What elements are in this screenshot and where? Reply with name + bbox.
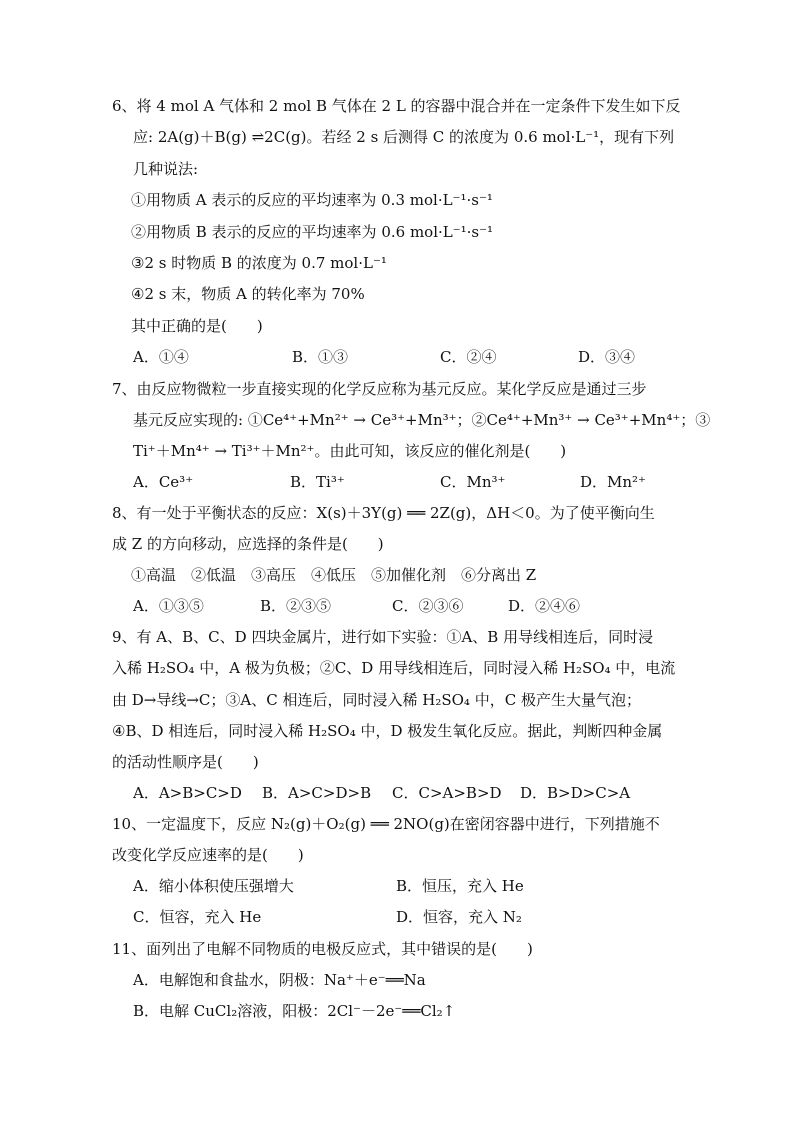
q9-line-5: 的活动性顺序是( ) — [112, 753, 259, 771]
q6-option-d[interactable]: D．③④ — [578, 348, 636, 366]
q10-option-d[interactable]: D．恒容，充入 N₂ — [396, 908, 522, 926]
q8-option-c[interactable]: C．②③⑥ — [392, 597, 464, 615]
q10-option-c[interactable]: C．恒容，充入 He — [133, 908, 262, 926]
q6-question: 其中正确的是( ) — [131, 317, 263, 335]
q6-line-3: 几种说法: — [133, 160, 199, 178]
q9-option-b[interactable]: B．A>C>D>B — [262, 784, 372, 802]
q10-line-1: 10、一定温度下，反应 N₂(g)＋O₂(g) ══ 2NO(g)在密闭容器中进行，下列措施不 — [112, 815, 660, 833]
q9-line-4: ④B、D 相连后，同时浸入稀 H₂SO₄ 中，D 极发生氧化反应。据此，判断四种金属 — [112, 722, 663, 740]
q10-line-2: 改变化学反应速率的是( ) — [112, 846, 304, 864]
q7-option-b[interactable]: B．Ti³⁺ — [290, 473, 345, 491]
q11-option-a[interactable]: A．电解饱和食盐水，阴极：Na⁺＋e⁻══Na — [133, 971, 426, 989]
q8-option-b[interactable]: B．②③⑤ — [260, 597, 332, 615]
q6-line-2: 应: 2A(g)＋B(g) ⇌2C(g)。若经 2 s 后测得 C 的浓度为 0.6 mol·L⁻¹，现有下列 — [133, 128, 675, 146]
q9-option-a[interactable]: A．A>B>C>D — [133, 784, 242, 802]
q6-option-c[interactable]: C．②④ — [440, 348, 497, 366]
q6-option-b[interactable]: B．①③ — [292, 348, 349, 366]
q8-line-2: 成 Z 的方向移动，应选择的条件是( ) — [112, 535, 384, 553]
q7-line-1: 7、由反应物微粒一步直接实现的化学反应称为基元反应。某化学反应是通过三步 — [112, 380, 647, 398]
q9-line-3: 由 D→导线→C；③A、C 相连后，同时浸入稀 H₂SO₄ 中，C 极产生大量气泡； — [112, 691, 641, 709]
q8-conditions: ①高温 ②低温 ③高压 ④低压 ⑤加催化剂 ⑥分离出 Z — [131, 566, 537, 584]
q11-line-1: 11、面列出了电解不同物质的电极反应式，其中错误的是( ) — [112, 940, 533, 958]
q10-option-b[interactable]: B．恒压，充入 He — [396, 877, 524, 895]
q6-statement-3: ③2 s 时物质 B 的浓度为 0.7 mol·L⁻¹ — [131, 254, 387, 272]
q8-option-d[interactable]: D．②④⑥ — [508, 597, 581, 615]
q6-statement-1: ①用物质 A 表示的反应的平均速率为 0.3 mol·L⁻¹·s⁻¹ — [131, 191, 493, 209]
q6-option-a[interactable]: A．①④ — [133, 348, 189, 366]
q7-option-c[interactable]: C．Mn³⁺ — [440, 473, 506, 491]
q7-line-2: 基元反应实现的: ①Ce⁴⁺+Mn²⁺ → Ce³⁺+Mn³⁺；②Ce⁴⁺+Mn³⁺ → Ce³⁺+Mn⁴⁺；③ — [133, 411, 711, 429]
q7-line-3: Ti⁺＋Mn⁴⁺ → Ti³⁺＋Mn²⁺。由此可知，该反应的催化剂是( ) — [133, 442, 567, 460]
q9-option-d[interactable]: D．B>D>C>A — [520, 784, 631, 802]
q9-option-c[interactable]: C．C>A>B>D — [392, 784, 502, 802]
q7-option-d[interactable]: D．Mn²⁺ — [580, 473, 646, 491]
q9-line-1: 9、有 A、B、C、D 四块金属片，进行如下实验：①A、B 用导线相连后，同时浸 — [112, 628, 654, 646]
q10-option-a[interactable]: A．缩小体积使压强增大 — [133, 877, 294, 895]
q6-statement-2: ②用物质 B 表示的反应的平均速率为 0.6 mol·L⁻¹·s⁻¹ — [131, 223, 494, 241]
q11-option-b[interactable]: B．电解 CuCl₂溶液，阳极：2Cl⁻－2e⁻══Cl₂↑ — [133, 1002, 456, 1020]
q9-line-2: 入稀 H₂SO₄ 中，A 极为负极；②C、D 用导线相连后，同时浸入稀 H₂SO₄ 中，电流 — [112, 659, 676, 677]
q6-statement-4: ④2 s 末，物质 A 的转化率为 70% — [131, 285, 365, 303]
q8-line-1: 8、有一处于平衡状态的反应：X(s)＋3Y(g) ══ 2Z(g)，ΔH＜0。为了使平衡向生 — [112, 504, 655, 522]
q6-line-1: 6、将 4 mol A 气体和 2 mol B 气体在 2 L 的容器中混合并在一定条件下发生如下反 — [112, 97, 681, 115]
q8-option-a[interactable]: A．①③⑤ — [133, 597, 204, 615]
q7-option-a[interactable]: A．Ce³⁺ — [133, 473, 194, 491]
